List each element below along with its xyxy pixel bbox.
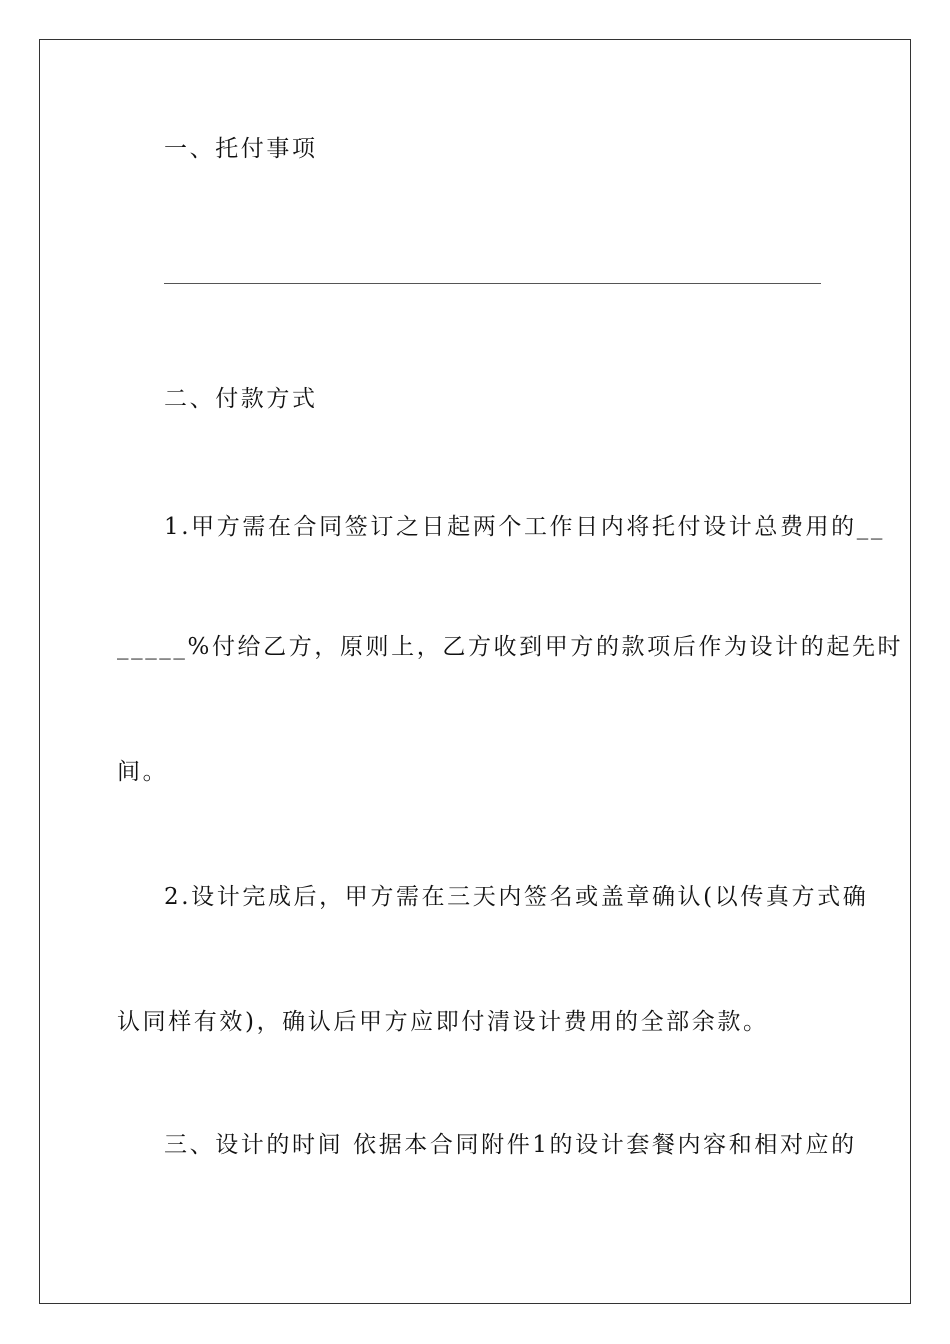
section-heading-design-time: 三、设计的时间 依据本合同附件1的设计套餐内容和相对应的 <box>164 1132 857 1158</box>
payment-clause-1-line-3: 间。 <box>117 759 169 785</box>
payment-clause-2-line-2: 认同样有效)，确认后甲方应即付清设计费用的全部余款。 <box>117 1009 769 1035</box>
page-border <box>39 39 911 1304</box>
payment-clause-2-line-1: 2.设计完成后，甲方需在三天内签名或盖章确认(以传真方式确 <box>164 884 869 910</box>
section-heading-entrustment: 一、托付事项 <box>164 136 318 162</box>
payment-clause-1-line-2: _____%付给乙方，原则上，乙方收到甲方的款项后作为设计的起先时 <box>117 634 904 660</box>
payment-clause-1-line-1: 1.甲方需在合同签订之日起两个工作日内将托付设计总费用的__ <box>164 514 885 540</box>
fill-in-blank-line <box>164 283 821 284</box>
section-heading-payment: 二、付款方式 <box>164 386 318 412</box>
